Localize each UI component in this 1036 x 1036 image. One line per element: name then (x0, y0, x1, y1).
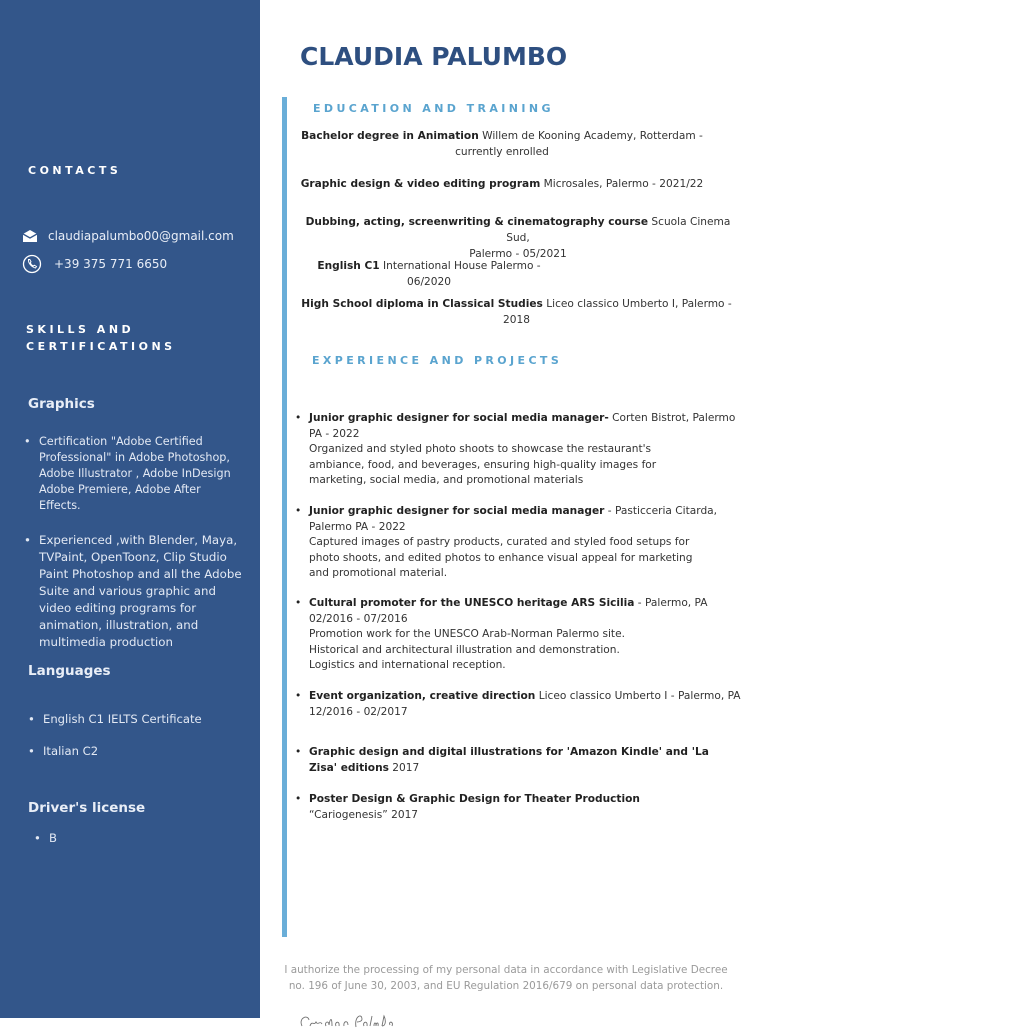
list-item: • Experienced ,with Blender, Maya, TVPaint, OpenToonz, Clip Studio Paint Photoshop and all the Adobe Suite and various graphic and video editing programs for animation, illustration, and multimedia production (24, 532, 242, 651)
education-heading: EDUCATION AND TRAINING (313, 102, 554, 115)
experience-detail: - Pasticceria Citarda, Palermo PA - 2022 (309, 505, 718, 533)
skills-heading (26, 321, 176, 355)
experience-heading: EXPERIENCE AND PROJECTS (312, 354, 563, 367)
graphics-label: Graphics (28, 396, 95, 412)
data-consent-note: I authorize the processing of my personal data in accordance with Legislative Decree no. 196 of June 30, 2003, and EU Regulation 2016/679 on personal data protection. (284, 964, 728, 992)
languages-label: Languages (28, 663, 111, 679)
phone-icon (22, 254, 42, 274)
list-item: • English C1 IELTS Certificate (28, 711, 248, 728)
experience-title: Junior graphic designer for social media manager- (309, 412, 609, 424)
contacts-heading: CONTACTS (28, 164, 122, 177)
phone-row[interactable] (22, 254, 167, 274)
education-item (300, 258, 558, 290)
experience-title: Poster Design & Graphic Design for Theater Production (309, 793, 640, 805)
list-item: • Certification "Adobe Certified Professional" in Adobe Photoshop, Adobe Illustrator , Adobe InDesign Adobe Premiere, Adobe After Effects. (24, 434, 242, 514)
list-item (295, 792, 715, 823)
list-item (295, 745, 715, 776)
list-item (295, 504, 745, 582)
education-detail: Scuola Cinema Sud, (506, 216, 731, 244)
license-list (34, 830, 134, 847)
experience-detail: Liceo classico Umberto I - Palermo, PA 12/2016 - 02/2017 (309, 690, 741, 718)
page-title: CLAUDIA PALUMBO (300, 42, 568, 71)
experience-desc: Captured images of pastry products, curated and styled food setups for photo shoots, and edited photos to enhance visual appeal for marketing and promotional material. (309, 536, 693, 579)
phone-text[interactable]: +39 375 771 6650 (54, 257, 168, 271)
experience-title: Graphic design and digital illustrations for 'Amazon Kindle' and 'La Zisa' editions (309, 746, 709, 774)
license-label: Driver's license (28, 800, 146, 816)
experience-title: Cultural promoter for the UNESCO heritage ARS Sicilia (309, 597, 635, 609)
list-item (295, 411, 745, 489)
accent-divider (282, 97, 287, 937)
experience-detail: - Palermo, PA 02/2016 - 07/2016 (309, 597, 708, 625)
list-item (295, 689, 745, 720)
skills-heading-line2: CERTIFICATIONS (26, 340, 176, 353)
experience-desc: Promotion work for the UNESCO Arab-Norman Palermo site. Historical and architectural illustration and demonstration. Logistics and international reception. (309, 628, 625, 671)
education-item (300, 214, 736, 262)
experience-desc: Organized and styled photo shoots to showcase the restaurant's ambiance, food, and beverages, ensuring high-quality images for marketing, social media, and promotional materials (309, 443, 657, 486)
experience-detail: “Cariogenesis” 2017 (309, 808, 419, 821)
experience-title: Event organization, creative direction (309, 690, 536, 702)
education-detail2: currently enrolled (455, 146, 549, 158)
education-title: High School diploma in Classical Studies (301, 298, 543, 310)
education-item (300, 296, 733, 328)
skills-heading-line1: SKILLS AND (26, 323, 135, 336)
experience-detail: Corten Bistrot, Palermo PA - 2022 (309, 412, 736, 440)
education-detail2: Palermo - 05/2021 (469, 248, 567, 260)
envelope-icon (22, 229, 38, 243)
education-title: Dubbing, acting, screenwriting & cinematography course (305, 216, 649, 228)
list-item: • B (34, 830, 134, 847)
education-item (300, 128, 704, 160)
education-title: Graphic design & video editing program (300, 178, 541, 190)
list-item (295, 596, 745, 674)
education-item (300, 176, 704, 192)
education-title: Bachelor degree in Animation (301, 130, 479, 142)
list-item: • Italian C2 (28, 743, 248, 760)
education-detail: Microsales, Palermo - 2021/22 (543, 178, 704, 190)
education-detail: Willem de Kooning Academy, Rotterdam - (482, 130, 703, 142)
experience-title: Junior graphic designer for social media manager (309, 505, 605, 517)
email-row[interactable] (22, 229, 234, 243)
email-text[interactable]: claudiapalumbo00@gmail.com (48, 229, 234, 243)
education-detail2: 2018 (503, 314, 530, 326)
signature-image (296, 1010, 416, 1034)
education-detail: International House Palermo - 06/2020 (383, 260, 541, 288)
graphics-list (24, 434, 242, 651)
sidebar (0, 0, 260, 1018)
languages-list (28, 711, 248, 760)
education-detail: Liceo classico Umberto I, Palermo - (546, 298, 732, 310)
experience-detail: 2017 (392, 761, 420, 774)
education-title: English C1 (317, 260, 380, 272)
